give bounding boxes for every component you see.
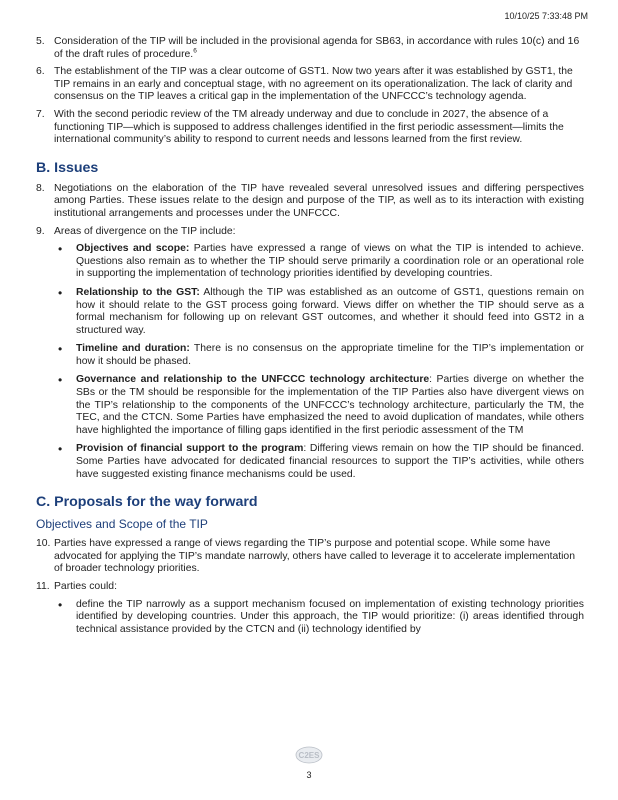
bullet-text: Governance and relationship to the UNFCCC technology architecture: Parties diverge on whether the SBs or the TM should be responsible for the implementation of the TIP Parties also have divergent views on the TIP’s relationship to the components of the UNFCCC’s technology architecture, particularly the TM, the TEC, and the CTCN. Some Parties have emphasized the need to avoid duplication of mandates, while others have highlighted the importance of filling gaps identified in the first periodic assessment of the TM — [76, 374, 584, 436]
bullet-relationship-gst — [58, 287, 584, 337]
bullet-lead: Provision of financial support to the program — [76, 443, 304, 455]
paragraph-number: 5. — [36, 36, 45, 47]
bullet-text: Relationship to the GST: Although the TIP was established as an outcome of GST1, questions remain on how it should relate to the GST process going forward. Views differ on whether the TIP should serve as a formal mechanism for following up on relevant GST outcomes, and whether it should feed into GST2 in a structured way. — [76, 286, 584, 336]
bullet-financial-support — [58, 443, 584, 481]
paragraph-text: Areas of divergence on the TIP include: — [54, 225, 236, 237]
paragraph-text: With the second periodic review of the TM already underway and due to conclude in 2027, the absence of a functioning TIP—which is supposed to address challenges identified in the first periodic assessment—limits the international community’s ability to respond to current needs and lessons learned from the first review. — [54, 108, 564, 146]
bullet-dot-icon: • — [58, 342, 63, 357]
bullet-lead: Governance and relationship to the UNFCCC technology architecture — [76, 374, 430, 386]
bullet-dot-icon: • — [58, 442, 63, 457]
paragraph-6 — [36, 66, 584, 104]
bullet-text: define the TIP narrowly as a support mechanism focused on implementation of existing technology priorities identified by developing countries. Under this approach, the TIP would prioritize: (i) areas identified through technical assistance provided by the CTCN and (ii) technology identified by — [76, 598, 584, 635]
paragraph-7 — [36, 109, 584, 147]
paragraph-number: 7. — [36, 108, 45, 120]
paragraph-10 — [36, 538, 584, 576]
page-body — [36, 36, 584, 642]
bullet-text: Timeline and duration: There is no consensus on the appropriate timeline for the TIP’s implementation or how it should be phased. — [76, 343, 584, 367]
footnote-marker[interactable]: 6 — [193, 47, 197, 55]
subsection-heading-objectives: Objectives and Scope of the TIP — [36, 517, 208, 532]
paragraph-8 — [36, 183, 584, 221]
bullet-lead: Relationship to the GST: — [76, 286, 200, 298]
paragraph-number: 11. — [36, 581, 50, 592]
bullet-dot-icon: • — [58, 373, 63, 388]
paragraph-text: Parties have expressed a range of views regarding the TIP’s purpose and potential scope. While some have advocated for applying the TIP’s mandate narrowly, others have called to leverage it to accelerate implementation of broader technology priorities. — [54, 538, 575, 575]
bullet-timeline-duration — [58, 343, 584, 368]
bullet-text: Objectives and scope: Parties have expressed a range of views on what the TIP is intended to achieve. Questions also remain as to whether the TIP should serve primarily a coordination role or an operational role in supporting the implementation of technology priorities identified by developing countries. — [76, 243, 585, 280]
paragraph-number: 8. — [36, 182, 45, 194]
paragraph-text: The establishment of the TIP was a clear outcome of GST1. Now two years after it was established by GST1, the TIP remains in an early and conceptual stage, with no agreement on its operationalization. The lack of clarity and consensus on the TIP leaves a critical gap in the implementation of the UNFCCC’s technology agenda. — [54, 66, 573, 103]
paragraph-text: Consideration of the TIP will be included in the provisional agenda for SB63, in accordance with rules 10(c) and 16 of the draft rules of procedure.$^6$ — [54, 36, 580, 60]
paragraph-number: 10. — [36, 538, 51, 550]
bullet-text: Provision of financial support to the program: Differing views remain on how the TIP should be financed. Some Parties have advocated for dedicated financial resources to support the TIP’s activities, while others have suggested existing finance mechanisms could be used. — [76, 443, 584, 480]
bullet-define-narrowly — [58, 599, 584, 637]
paragraph-number: 6. — [36, 66, 45, 78]
print-timestamp: 10/10/25 7:33:48 PM — [504, 11, 588, 21]
bullet-dot-icon: • — [58, 285, 63, 300]
bullet-governance — [58, 374, 584, 437]
paragraph-5 — [36, 36, 584, 61]
section-heading-issues: B. Issues — [36, 159, 99, 176]
bullet-objectives-scope — [58, 243, 584, 281]
bullet-lead: Objectives and scope: — [76, 243, 190, 255]
bullet-lead: Timeline and duration: — [76, 343, 190, 355]
paragraph-text: Negotiations on the elaboration of the TIP have revealed several unresolved issues and differing perspectives among Parties. These issues relate to the design and purpose of the TIP, as well as to its interaction with existing institutional arrangements and processes under the UNFCCC. — [54, 182, 584, 219]
paragraph-number: 9. — [36, 225, 45, 237]
paragraph-9 — [36, 226, 584, 239]
bullet-dot-icon: • — [58, 597, 63, 612]
paragraph-text: Parties could: — [54, 581, 117, 592]
section-heading-proposals: C. Proposals for the way forward — [36, 494, 258, 511]
logo-text: C2ES — [298, 751, 320, 760]
bullet-dot-icon: • — [58, 242, 63, 257]
paragraph-11 — [36, 581, 584, 594]
c2es-logo-icon — [295, 746, 323, 764]
page-number: 3 — [306, 770, 312, 780]
